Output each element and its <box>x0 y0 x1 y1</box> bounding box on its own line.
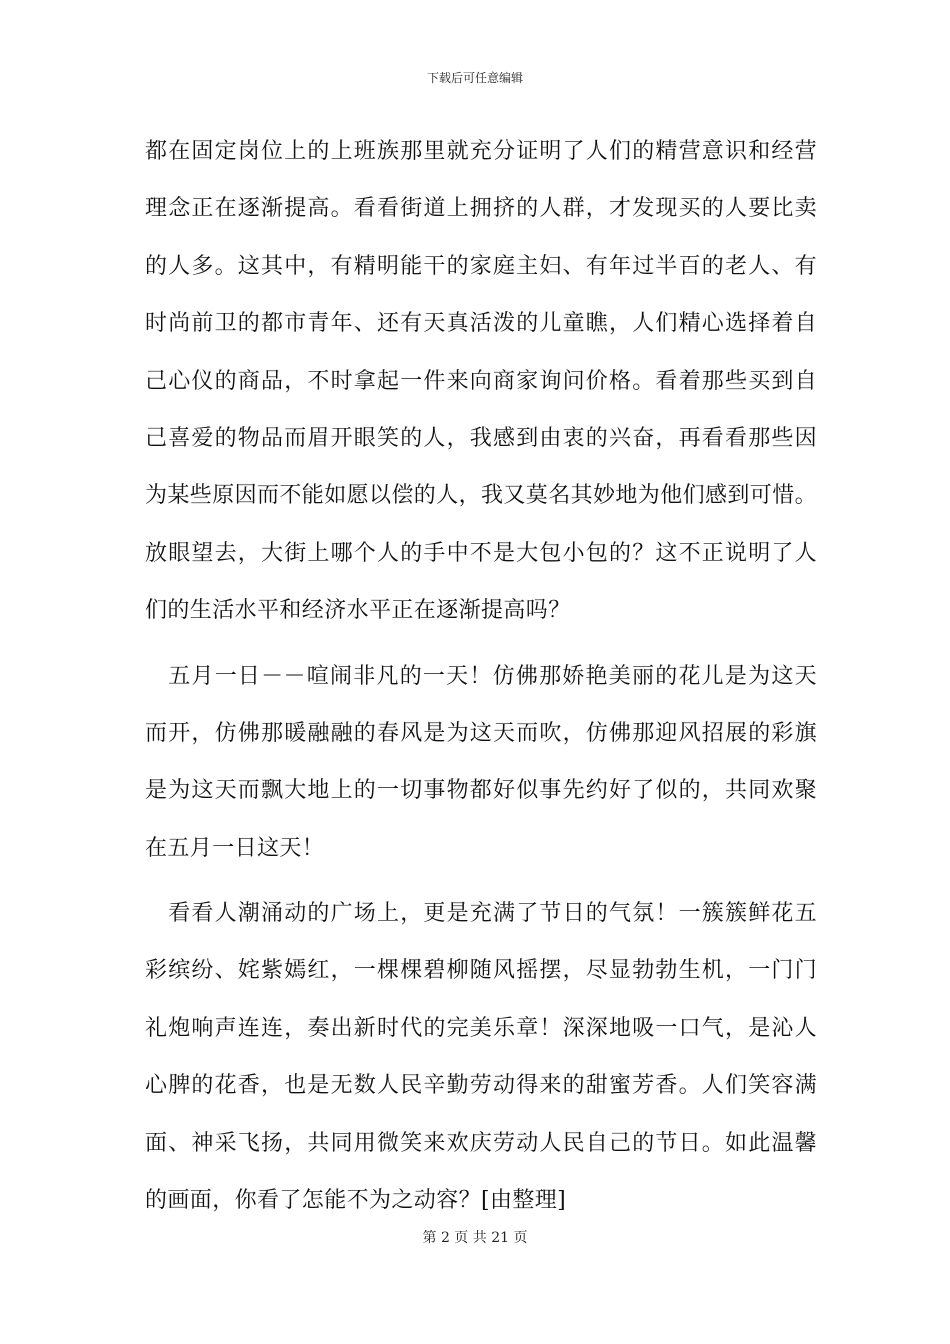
text-line: 而开，仿佛那暖融融的春风是为这天而吹，仿佛那迎风招展的彩旗 <box>145 720 817 746</box>
document-body <box>145 129 817 1235</box>
text-line: 己心仪的商品，不时拿起一件来向商家询问价格。看着那些买到自 <box>145 368 817 394</box>
paragraph-3 <box>145 891 817 1235</box>
text-line: 是为这天而飘大地上的一切事物都好似事先约好了似的，共同欢聚 <box>145 778 817 804</box>
text-line: 为某些原因而不能如愿以偿的人，我又莫名其妙地为他们感到可惜。 <box>145 483 818 509</box>
text-line: 们的生活水平和经济水平正在逐渐提高吗？ <box>145 598 571 624</box>
text-line: 理念正在逐渐提高。看看街道上拥挤的人群，才发现买的人要比卖 <box>145 196 817 222</box>
paragraph-2 <box>145 654 817 884</box>
text-line: 看看人潮涌动的广场上，更是充满了节日的气氛！一簇簇鲜花五 <box>145 901 817 927</box>
text-line: 礼炮响声连连，奏出新时代的完美乐章！深深地吸一口气，是沁人 <box>145 1015 817 1041</box>
page-header: 下载后可任意编辑 <box>426 71 523 85</box>
text-line: 在五月一日这天！ <box>145 835 325 861</box>
text-line: 的人多。这其中，有精明能干的家庭主妇、有年过半百的老人、有 <box>145 253 817 279</box>
text-line: 面、神采飞扬，共同用微笑来欢庆劳动人民自己的节日。如此温馨 <box>145 1130 817 1156</box>
text-line: 己喜爱的物品而眉开眼笑的人，我感到由衷的兴奋，再看看那些因 <box>145 425 817 451</box>
text-line: 五月一日－－喧闹非凡的一天！仿佛那娇艳美丽的花儿是为这天 <box>145 663 817 689</box>
text-line: 彩缤纷、姹紫嫣红，一棵棵碧柳随风摇摆，尽显勃勃生机，一门门 <box>145 958 817 984</box>
text-line: 的画面，你看了怎能不为之动容？[由整理] <box>145 1188 567 1214</box>
text-line: 心脾的花香，也是无数人民辛勤劳动得来的甜蜜芳香。人们笑容满 <box>145 1073 817 1099</box>
text-line: 都在固定岗位上的上班族那里就充分证明了人们的精营意识和经营 <box>145 139 817 164</box>
paragraph-1 <box>145 129 817 646</box>
text-line: 放眼望去，大街上哪个人的手中不是大包小包的？这不正说明了人 <box>145 540 817 566</box>
text-line: 时尚前卫的都市青年、还有天真活泼的儿童瞧，人们精心选择着自 <box>145 311 817 337</box>
page-footer: 第 2 页 共 21 页 <box>422 1230 528 1246</box>
